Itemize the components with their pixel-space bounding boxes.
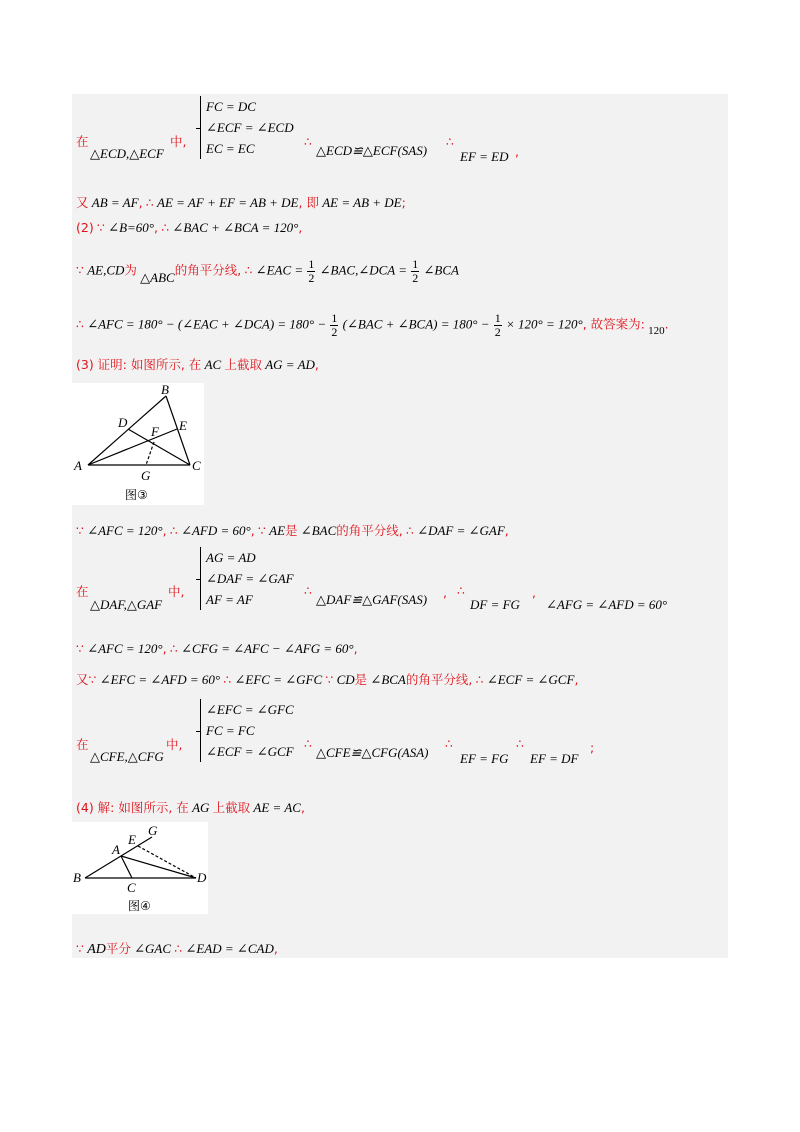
block3-therefore: ∴ xyxy=(304,736,312,751)
afc-line: ∴ ∠AFC = 180° − (∠EAC + ∠DCA) = 180° − $\frac{1}{2}$ (∠BAC + ∠BCA) = 180° − $\frac{1}{2}$ × 120° = 120°, 故答案为: $_{120}$. xyxy=(76,311,669,339)
frac-half-4: $\frac{1}{2}$ xyxy=(494,311,501,339)
block2-zhong: 中, xyxy=(168,584,185,599)
label-d: D xyxy=(118,415,128,430)
frac-half-1: $\frac{1}{2}$ xyxy=(308,257,315,285)
figure-4 xyxy=(72,822,208,914)
block3-conclusion2: EF = FG xyxy=(460,751,509,766)
label-b: B xyxy=(161,383,169,397)
block2-zai: 在 xyxy=(76,584,89,599)
block1-conclusion2: EF = ED xyxy=(460,149,509,164)
block2-therefore2: ∴ xyxy=(457,583,465,598)
part4-line: (4) 解: 如图所示, 在 AG 上截取 AE = AC, xyxy=(76,800,305,815)
block3-conclusion3: EF = DF xyxy=(530,751,579,766)
block3-zai: 在 xyxy=(76,737,89,752)
block2-conclusion: △DAF≌△GAF(SAS) xyxy=(316,592,428,607)
block2-sys-1: ∠DAF = ∠GAF xyxy=(206,571,294,586)
block3-sys-2: ∠ECF = ∠GCF xyxy=(206,744,294,759)
block2-triangles: △DAF,△GAF xyxy=(90,597,163,612)
block3-therefore3: ∴ xyxy=(516,736,524,751)
block2-sep: , xyxy=(443,585,447,600)
block1-system xyxy=(200,96,294,159)
block1-tail: , xyxy=(515,144,519,159)
segment-ed xyxy=(138,846,196,878)
label-e: E xyxy=(179,418,187,433)
block3-end: ; xyxy=(590,740,595,755)
block1-sys-1: ∠ECF = ∠ECD xyxy=(206,120,294,135)
block1-zhong: 中, xyxy=(170,134,187,149)
label-a: A xyxy=(112,842,120,857)
block2-sys-2: AF = AF xyxy=(206,592,253,607)
block3-therefore2: ∴ xyxy=(445,736,453,751)
block3-sys-0: ∠EFC = ∠GFC xyxy=(206,702,294,717)
figure-3 xyxy=(72,383,204,505)
block1-triangles: △ECD,△ECF xyxy=(90,146,164,161)
figure-3-caption: 图③ xyxy=(125,488,148,502)
line-efc: 又∵ ∠EFC = ∠AFD = 60° ∴ ∠EFC = ∠GFC ∵ CD是 ∠BCA的角平分线, ∴ ∠ECF = ∠GCF, xyxy=(76,672,579,687)
label-f: F xyxy=(151,424,159,439)
segment-ae xyxy=(88,429,177,465)
label-d: D xyxy=(197,870,207,885)
label-c: C xyxy=(192,458,201,473)
label-a: A xyxy=(74,458,82,473)
block2-sep2: , xyxy=(532,585,536,600)
segment-fg xyxy=(146,442,154,465)
block2-therefore: ∴ xyxy=(304,583,312,598)
frac-half-2: $\frac{1}{2}$ xyxy=(412,257,419,285)
segment-ad xyxy=(121,856,196,878)
figure-4-caption: 图④ xyxy=(128,899,151,913)
line-you: 又 AB = AF, ∴ AE = AF + EF = AB + DE, 即 AE = AB + DE; xyxy=(76,195,406,210)
block3-triangles: △CFE,△CFG xyxy=(90,749,164,764)
block1-therefore2: ∴ xyxy=(446,134,454,149)
part2-line: (2) ∵ ∠B=60°, ∴ ∠BAC + ∠BCA = 120°, xyxy=(76,220,303,235)
block1-conclusion: △ECD≌△ECF(SAS) xyxy=(316,143,428,158)
block3-conclusion: △CFE≌△CFG(ASA) xyxy=(316,745,429,760)
frac-half-3: $\frac{1}{2}$ xyxy=(331,311,338,339)
last-line: ∵ AD平分 ∠GAC ∴ ∠EAD = ∠CAD, xyxy=(76,941,278,957)
line-afc120: ∵ ∠AFC = 120°, ∴ ∠AFD = 60°, ∵ AE是 ∠BAC的角平分线, ∴ ∠DAF = ∠GAF, xyxy=(76,523,509,538)
block1-zai: 在 xyxy=(76,134,89,149)
figure-3-svg xyxy=(72,383,204,505)
bisect-line: ∵ AE,CD为 △ABC的角平分线, ∴ ∠EAC = $\frac{1}{2}$ ∠BAC,∠DCA = $\frac{1}{2}$ ∠BCA xyxy=(76,257,459,286)
block3-sys-1: FC = FC xyxy=(206,723,255,738)
part3-line: (3) 证明: 如图所示, 在 AC 上截取 AG = AD, xyxy=(76,357,319,372)
label-g: G xyxy=(141,468,151,483)
block2-system xyxy=(200,547,294,610)
segment-cd xyxy=(128,429,190,465)
block2-conclusion3: ∠AFG = ∠AFD = 60° xyxy=(546,597,668,612)
label-c: C xyxy=(127,880,136,895)
figure-4-svg xyxy=(72,822,208,914)
block2-conclusion2: DF = FG xyxy=(470,597,520,612)
label-b: B xyxy=(73,870,81,885)
block2-sys-0: AG = AD xyxy=(206,550,256,565)
label-g: G xyxy=(148,823,158,838)
line-cfg: ∵ ∠AFC = 120°, ∴ ∠CFG = ∠AFC − ∠AFG = 60°, xyxy=(76,641,358,656)
block1-sys-2: EC = EC xyxy=(206,141,255,156)
block3-zhong: 中, xyxy=(166,737,183,752)
block1-sys-0: FC = DC xyxy=(206,99,256,114)
block1-therefore: ∴ xyxy=(304,134,312,149)
label-e: E xyxy=(128,832,136,847)
block3-system xyxy=(200,699,294,762)
